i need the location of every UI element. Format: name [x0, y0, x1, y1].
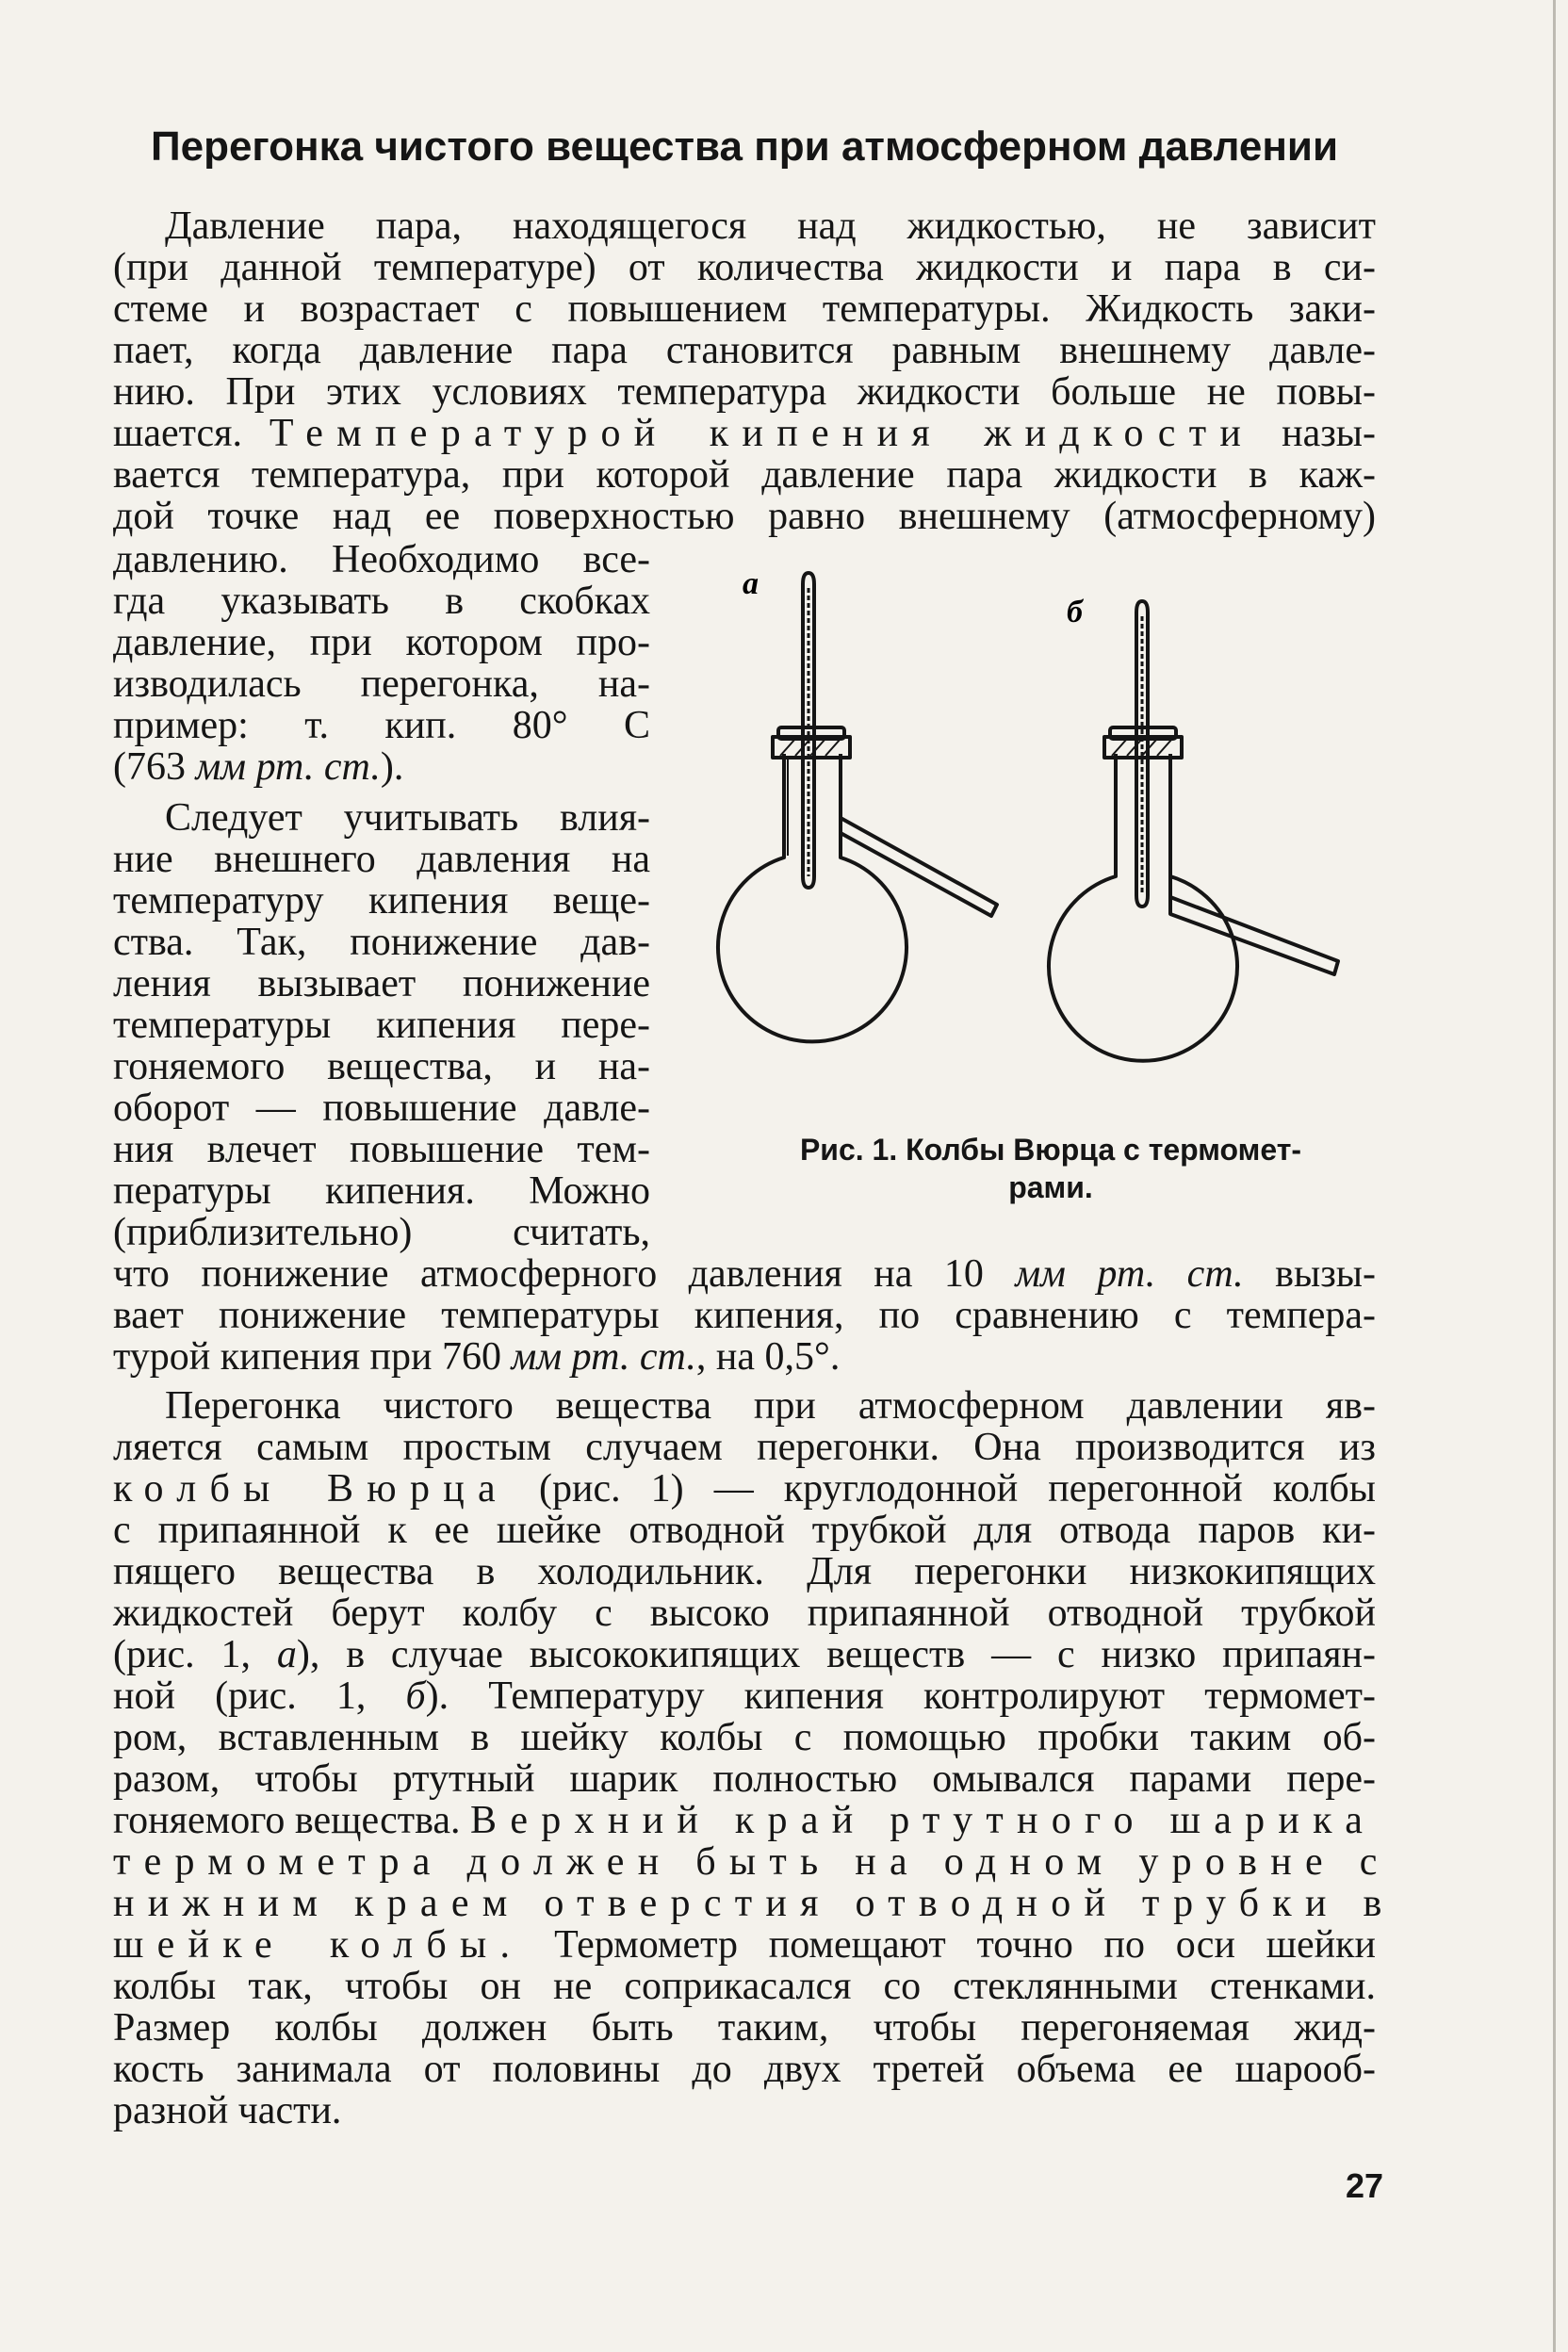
- unit-text: мм рт. ст.: [1015, 1252, 1244, 1296]
- text-span: (рис. 1,: [113, 1633, 251, 1676]
- text-line: гоняемого вещества, и на-: [113, 1045, 650, 1088]
- text-line: пящего вещества в холодильник. Для перегонки низкокипящих: [113, 1550, 1376, 1593]
- figure-caption: [726, 1131, 1376, 1206]
- text-line: вает понижение температуры кипения, по сравнению с темпера-: [113, 1294, 1376, 1337]
- text-span: ной (рис. 1,: [113, 1674, 367, 1718]
- text-line: гда указывать в скобках: [113, 580, 650, 623]
- text-line: ства. Так, понижение дав-: [113, 921, 650, 964]
- text-line: кость занимала от половины до двух третей объема ее шарооб-: [113, 2048, 1376, 2091]
- text-line: [113, 413, 1376, 454]
- spaced-term: Температурой кипения жидкости: [269, 412, 1255, 455]
- text-line: термометра должен быть на одном уровне с: [113, 1840, 1391, 1884]
- text-line: нижним краем отверстия отводной трубки в: [113, 1882, 1396, 1925]
- text-line: разом, чтобы ртутный шарик полностью омывался парами пере-: [113, 1757, 1376, 1801]
- text-line: [113, 746, 650, 788]
- page-number: 27: [1345, 2166, 1383, 2205]
- text-line: оборот — повышение давле-: [113, 1086, 650, 1130]
- text-span: гоняемого вещества.: [113, 1799, 461, 1842]
- text-line: давление, при котором про-: [113, 621, 650, 664]
- figure-label-a: а: [743, 566, 759, 601]
- text-line: температуры кипения пере-: [113, 1004, 650, 1047]
- text-line: изводилась перегонка, на-: [113, 662, 650, 706]
- text-line: Перегонка чистого вещества при атмосферном давлении яв-: [165, 1384, 1376, 1428]
- text-line: Следует учитывать влия-: [165, 796, 650, 840]
- text-span: вызы-: [1275, 1252, 1376, 1296]
- figure-ref: б: [405, 1674, 426, 1718]
- section-heading: Перегонка чистого вещества при атмосферном давлении: [150, 123, 1339, 170]
- caption-line: Рис. 1. Колбы Вюрца с термомет-: [799, 1133, 1302, 1167]
- text-line: давлению. Необходимо все-: [113, 538, 650, 581]
- spaced-term: шейке колбы.: [113, 1923, 524, 1967]
- text-line: ляется самым простым случаем перегонки. Она производится из: [113, 1426, 1376, 1469]
- text-line: Давление пара, находящегося над жидкостью, не зависит: [165, 204, 1376, 248]
- text-span: что понижение атмосферного давления на 10: [113, 1252, 984, 1296]
- text-line: пературы кипения. Можно: [113, 1169, 650, 1213]
- text-line: жидкостей берут колбу с высоко припаянной отводной трубкой: [113, 1592, 1376, 1635]
- text-line: дой точке над ее поверхностью равно внешнему (атмосферному): [113, 495, 1376, 538]
- text-line: разной части.: [113, 2089, 342, 2132]
- text-span: турой кипения при 760: [113, 1335, 502, 1379]
- text-line: ния влечет повышение тем-: [113, 1128, 650, 1171]
- text-line: (приблизительно) считать,: [113, 1211, 650, 1254]
- text-line: вается температура, при которой давление пара жидкости в каж-: [113, 453, 1376, 497]
- text-line: колбы так, чтобы он не соприкасался со стеклянными стенками.: [113, 1965, 1376, 2008]
- text-line: ние внешнего давления на: [113, 838, 650, 881]
- wurtz-flasks-figure: [697, 565, 1385, 1131]
- text-line: [113, 1800, 1376, 1841]
- spaced-term: колбы Вюрца: [113, 1467, 509, 1511]
- text-line: с припаянной к ее шейке отводной трубкой для отвода паров ки-: [113, 1509, 1376, 1552]
- text-span: , на 0,5°.: [695, 1335, 841, 1379]
- text-span: шается.: [113, 412, 242, 455]
- text-span: Термометр помещают точно по оси шейки: [554, 1923, 1377, 1967]
- text-line: температуру кипения веще-: [113, 879, 650, 923]
- flask-a: [718, 573, 997, 1041]
- text-span: (763: [113, 745, 186, 789]
- unit-text: мм рт. ст.: [195, 745, 381, 789]
- text-span: ).: [380, 745, 404, 789]
- text-line: [113, 1336, 1376, 1378]
- text-line: стеме и возрастает с повышением температуры. Жидкость заки-: [113, 287, 1376, 331]
- figure-ref: а: [276, 1633, 297, 1676]
- text-line: [113, 1468, 1376, 1510]
- spaced-term: Верхний край ртутного шарика: [470, 1799, 1377, 1842]
- figure-label-b: б: [1067, 595, 1083, 629]
- text-line: пает, когда давление пара становится равным внешнему давле-: [113, 329, 1376, 372]
- text-line: ления вызывает понижение: [113, 962, 650, 1005]
- text-span: ). Температуру кипения контролируют термомет-: [425, 1674, 1377, 1718]
- caption-line: рами.: [1008, 1170, 1093, 1204]
- text-span: ), в случае высококипящих веществ — с низко припаян-: [296, 1633, 1376, 1676]
- text-line: [113, 1924, 1376, 1966]
- text-line: ром, вставленным в шейку колбы с помощью пробки таким об-: [113, 1716, 1376, 1759]
- flask-b: [1049, 601, 1338, 1061]
- text-line: (при данной температуре) от количества жидкости и пара в си-: [113, 246, 1376, 289]
- text-line: пример: т. кип. 80° С: [113, 704, 650, 747]
- text-line: Размер колбы должен быть таким, чтобы перегоняемая жид-: [113, 2006, 1376, 2050]
- text-line: [113, 1675, 1376, 1717]
- unit-text: мм рт. ст.: [511, 1335, 696, 1379]
- text-line: нию. При этих условиях температура жидкости больше не повы-: [113, 370, 1376, 414]
- scan-edge-divider: [1553, 0, 1556, 2352]
- text-span: (рис. 1) — круглодонной перегонной колбы: [538, 1467, 1376, 1511]
- text-line: [113, 1253, 1376, 1295]
- text-line: [113, 1634, 1376, 1675]
- text-span: назы-: [1282, 412, 1377, 455]
